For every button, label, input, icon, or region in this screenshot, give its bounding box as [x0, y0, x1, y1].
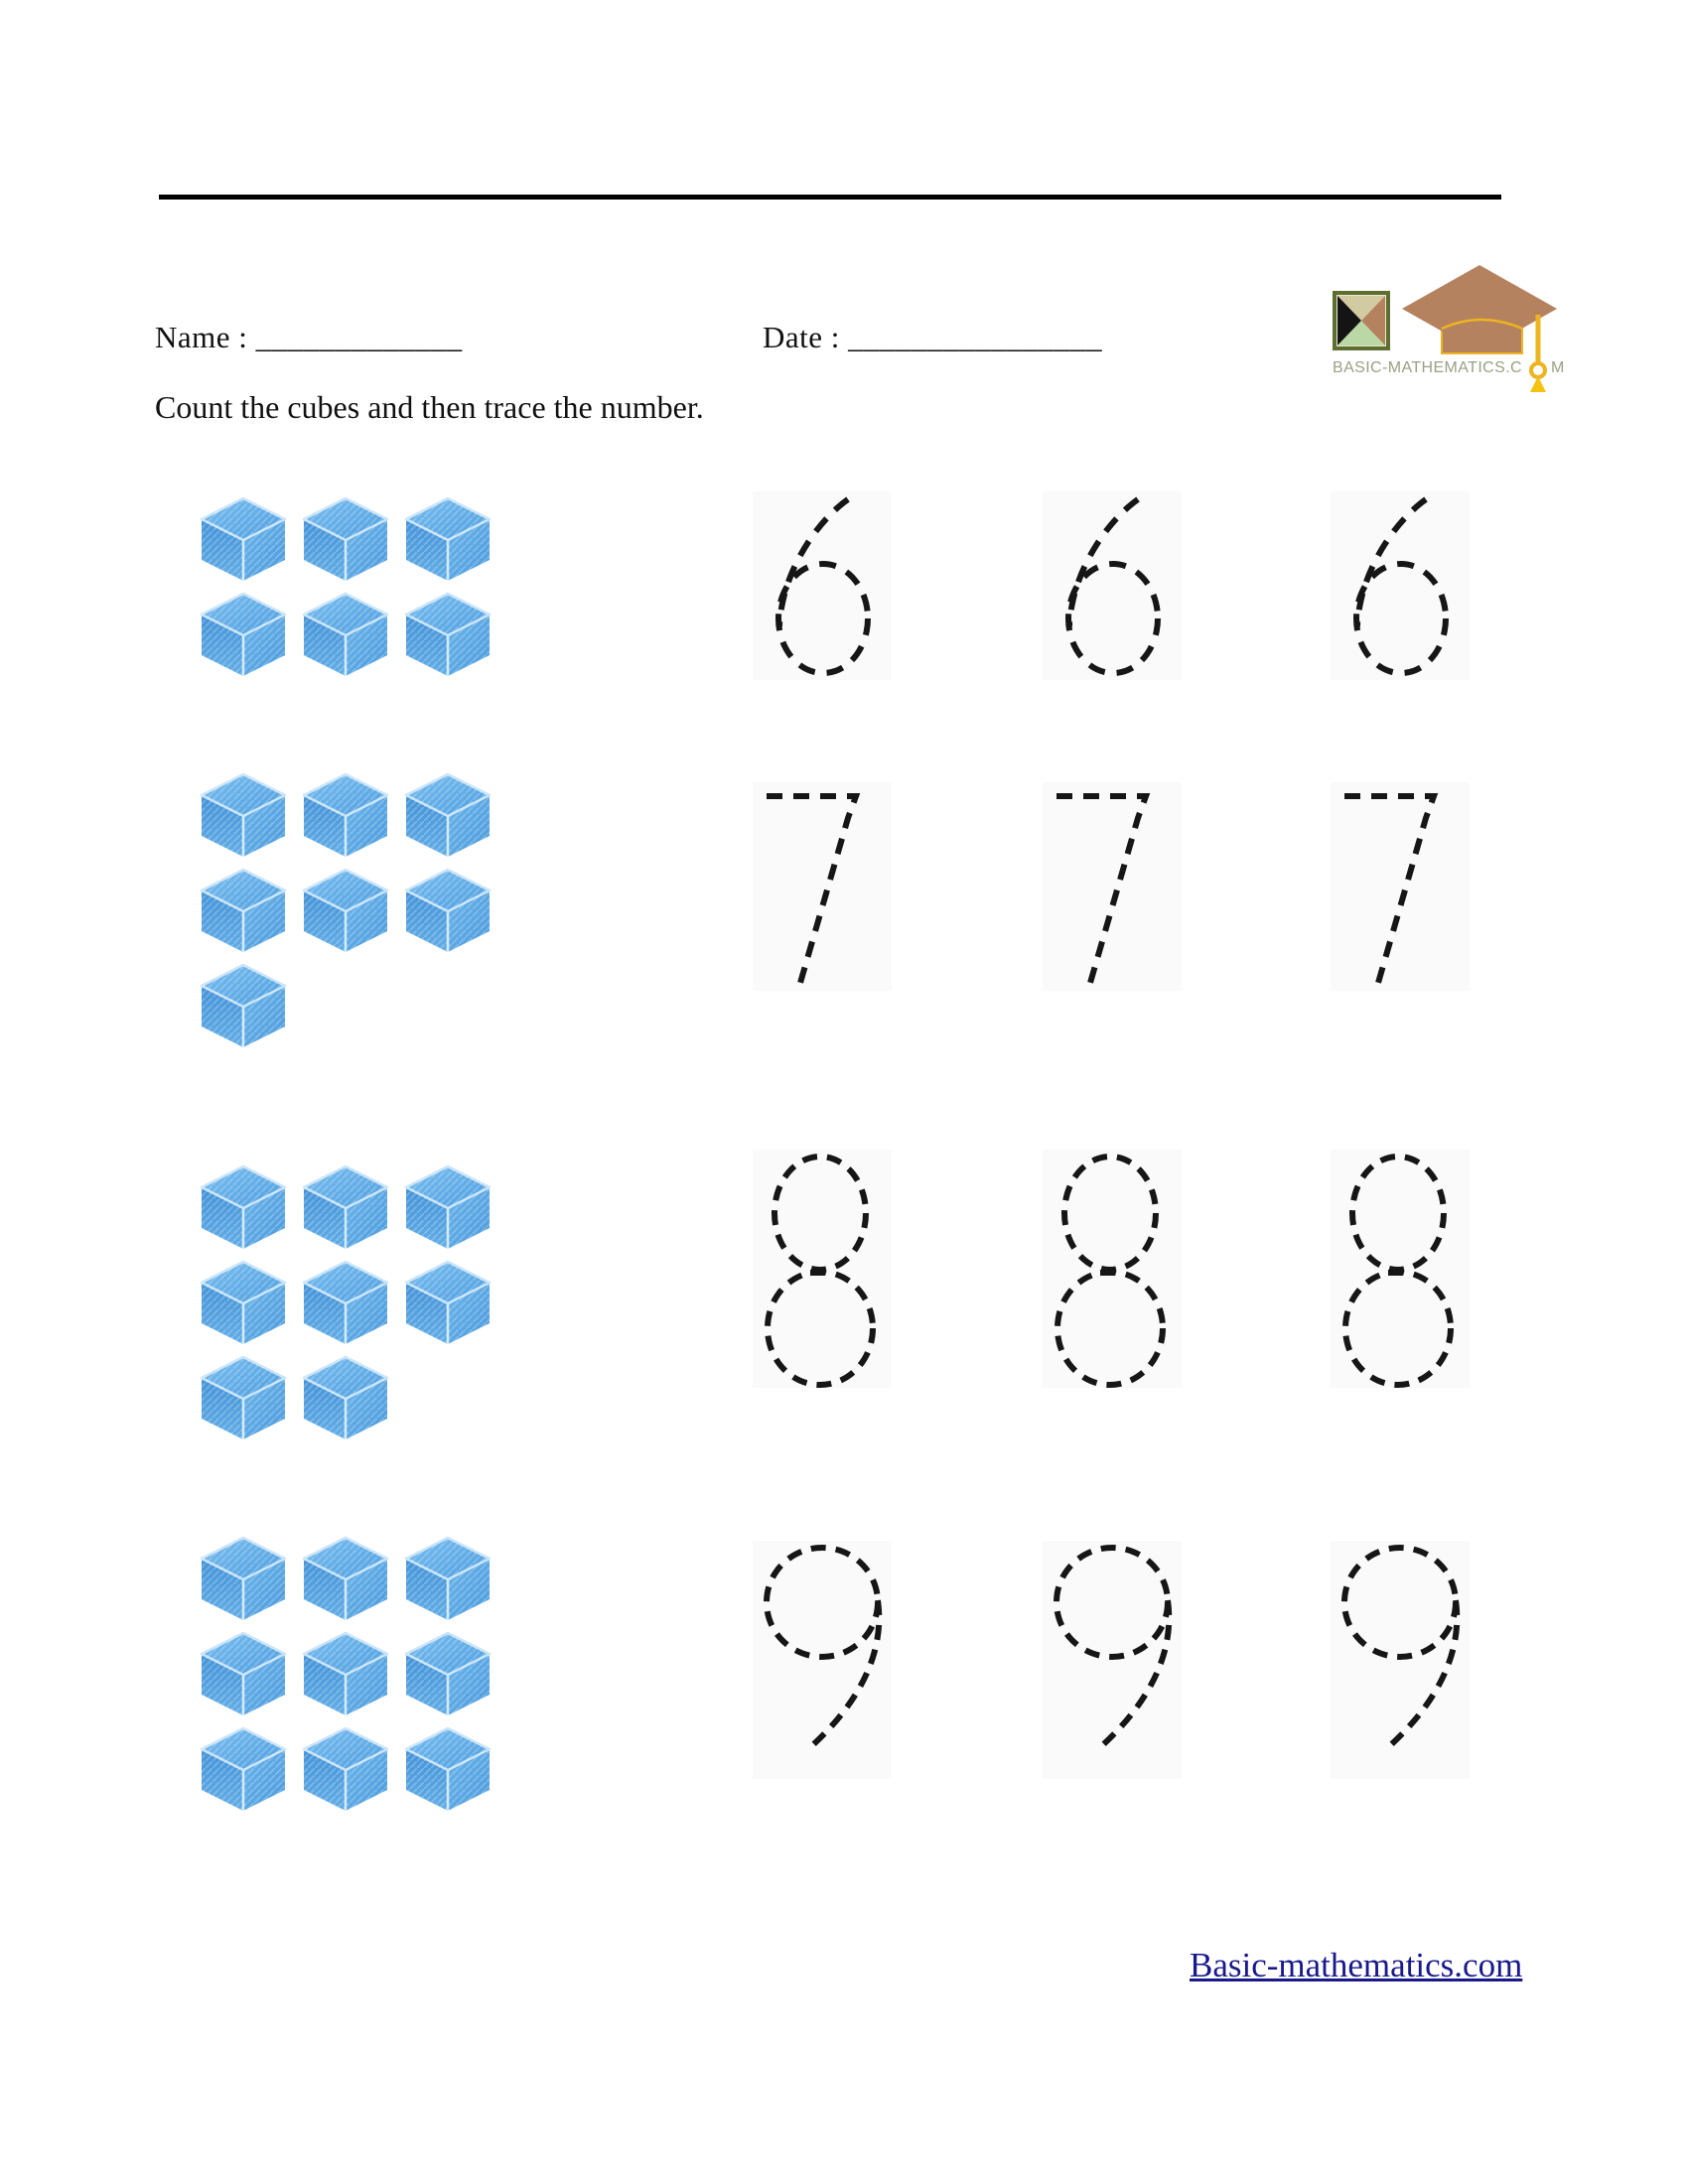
date-field[interactable]: Date : ________________: [763, 320, 1103, 354]
logo-square-icon: [1333, 291, 1390, 350]
cube-icon: [199, 1164, 288, 1251]
trace-digit-9: [753, 1541, 892, 1779]
cube-icon: [403, 1536, 492, 1622]
cube-icon: [403, 592, 492, 678]
cube-icon: [301, 1260, 390, 1346]
cube-icon: [403, 1164, 492, 1251]
footer-site-link[interactable]: Basic-mathematics.com: [1190, 1946, 1523, 1984]
cube-icon: [403, 496, 492, 583]
cube-icon: [199, 868, 288, 954]
site-logo: [1327, 258, 1583, 397]
cube-icon: [301, 1536, 390, 1622]
cube-icon: [199, 1726, 288, 1813]
cube-icon: [301, 592, 390, 678]
cube-icon: [199, 963, 288, 1049]
cube-icon: [301, 1631, 390, 1717]
trace-digit-8: [753, 1150, 892, 1388]
instruction-text: Count the cubes and then trace the number.: [155, 389, 704, 425]
cube-icon: [301, 1726, 390, 1813]
header-rule: [159, 195, 1501, 200]
trace-digit-6: [753, 491, 892, 680]
cube-icon: [403, 1260, 492, 1346]
cube-icon: [199, 1631, 288, 1717]
cube-icon: [301, 772, 390, 859]
cube-icon: [301, 1355, 390, 1441]
cube-icon: [199, 1355, 288, 1441]
cube-icon: [199, 1260, 288, 1346]
cube-icon: [403, 1631, 492, 1717]
cube-icon: [301, 496, 390, 583]
trace-digit-7: [753, 782, 892, 991]
trace-digit-7: [1331, 782, 1470, 991]
cube-icon: [199, 772, 288, 859]
cube-icon: [199, 496, 288, 583]
cube-icon: [199, 592, 288, 678]
tassel-end: [1530, 376, 1546, 392]
trace-digit-7: [1043, 782, 1182, 991]
logo-brand-text: BASIC-MATHEMATICS.C: [1333, 359, 1523, 376]
name-field[interactable]: Name : _____________: [155, 320, 463, 354]
cube-icon: [301, 868, 390, 954]
trace-digit-8: [1331, 1150, 1470, 1388]
cube-icon: [199, 1536, 288, 1622]
cube-icon: [301, 1164, 390, 1251]
trace-digit-6: [1043, 491, 1182, 680]
cube-icon: [403, 868, 492, 954]
logo-brand-text-m: M: [1551, 359, 1565, 376]
trace-digit-9: [1043, 1541, 1182, 1779]
cube-icon: [403, 772, 492, 859]
cube-icon: [403, 1726, 492, 1813]
trace-digit-6: [1331, 491, 1470, 680]
trace-digit-9: [1331, 1541, 1470, 1779]
trace-digit-8: [1043, 1150, 1182, 1388]
tassel-ring: [1531, 363, 1545, 377]
